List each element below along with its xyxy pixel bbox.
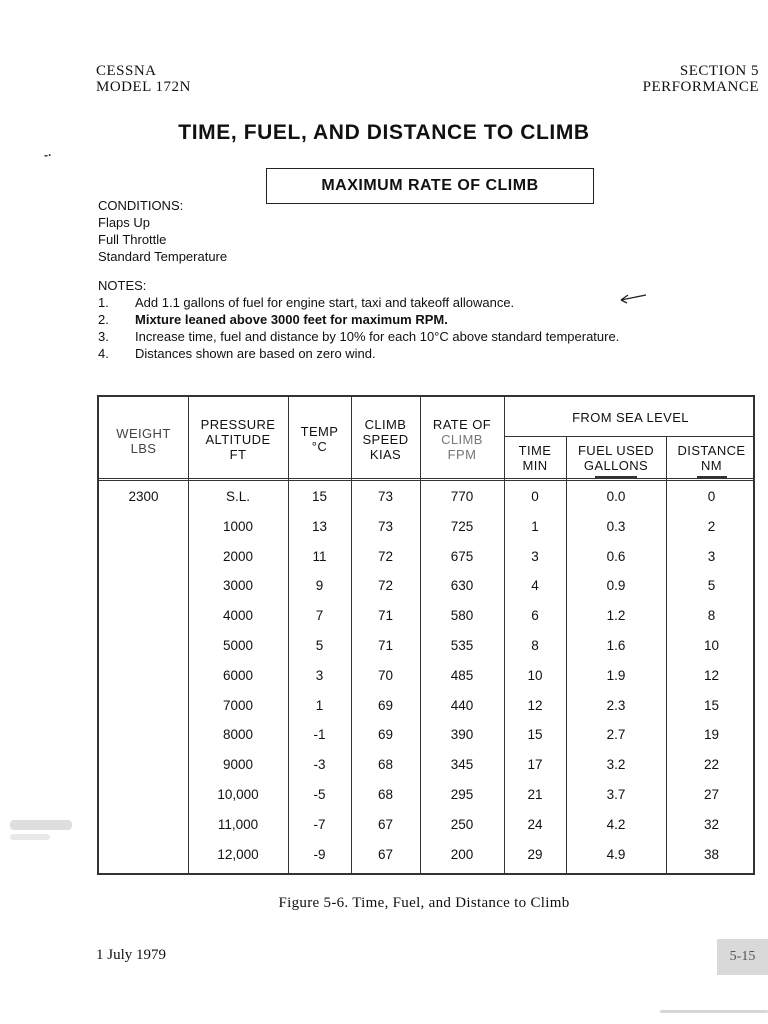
rate-of-climb-cell: 485 <box>450 667 474 683</box>
table-rule <box>99 478 753 479</box>
conditions-block <box>98 197 227 265</box>
note-text: Increase time, fuel and distance by 10% for each 10°C above standard temperature. <box>135 329 620 344</box>
fuel-used-cell: 3.2 <box>606 757 626 773</box>
temp-cell: 5 <box>315 638 324 653</box>
notes-block <box>98 277 619 362</box>
distance-cell: 12 <box>703 667 720 683</box>
distance-cell: 3 <box>707 548 716 564</box>
table-rule <box>504 436 753 437</box>
rate-of-climb-cell: 440 <box>450 697 474 713</box>
time-cell: 10 <box>527 667 543 683</box>
fuel-used-cell: 1.2 <box>606 608 626 624</box>
header-from-sea-level: FROM SEA LEVEL <box>572 410 689 425</box>
figure-caption: Figure 5-6. Time, Fuel, and Distance to Climb <box>278 895 570 911</box>
rate-of-climb-cell: 250 <box>450 816 474 832</box>
altitude-cell: 1000 <box>222 518 254 534</box>
margin-mark: -· <box>44 148 52 162</box>
note-text: Add 1.1 gallons of fuel for engine start, taxi and takeoff allowance. <box>135 295 515 310</box>
climb-speed-cell: 70 <box>377 667 394 683</box>
note-text: Mixture leaned above 3000 feet for maximum RPM. <box>135 312 448 327</box>
header-section: SECTION 5 <box>679 63 759 79</box>
scan-smudge <box>660 1010 768 1013</box>
fuel-used-cell: 1.6 <box>606 638 626 653</box>
time-cell: 24 <box>527 816 543 832</box>
climb-speed-cell: 68 <box>377 757 394 773</box>
fuel-used-cell: 0.6 <box>606 548 626 564</box>
distance-cell: 8 <box>707 608 716 624</box>
scan-smudge <box>10 834 50 840</box>
rate-of-climb-cell: 630 <box>450 578 474 594</box>
note-item <box>98 328 619 345</box>
rate-of-climb-cell: 295 <box>450 787 474 802</box>
climb-speed-cell: 69 <box>377 697 394 713</box>
header-underline <box>697 476 727 478</box>
table-rule <box>99 480 753 481</box>
altitude-cell: 4000 <box>222 608 254 624</box>
time-cell: 12 <box>527 697 543 713</box>
time-cell: 15 <box>527 727 543 743</box>
note-number: 1. <box>98 295 109 310</box>
temp-cell: -7 <box>313 816 326 832</box>
fuel-used-cell: 0.0 <box>606 489 626 504</box>
altitude-cell: 2000 <box>222 548 254 564</box>
altitude-cell: 5000 <box>222 638 254 653</box>
altitude-cell: 8000 <box>222 727 254 743</box>
page-title: TIME, FUEL, AND DISTANCE TO CLIMB <box>178 121 590 144</box>
header-time: TIME MIN <box>518 443 552 473</box>
time-cell: 0 <box>531 489 539 504</box>
temp-cell: 7 <box>315 608 324 624</box>
note-item <box>98 294 619 311</box>
condition-item: Standard Temperature <box>98 249 228 264</box>
temp-cell: -3 <box>313 757 326 773</box>
time-cell: 21 <box>527 787 543 802</box>
time-cell: 6 <box>531 608 539 624</box>
fuel-used-cell: 2.7 <box>606 727 626 743</box>
rate-of-climb-cell: 770 <box>450 489 474 504</box>
altitude-cell: 11,000 <box>217 816 259 832</box>
climb-speed-cell: 71 <box>377 638 394 653</box>
rate-of-climb-cell: 390 <box>450 727 474 743</box>
temp-cell: -1 <box>313 727 326 743</box>
climb-speed-cell: 68 <box>377 787 394 802</box>
scan-smudge <box>10 820 72 830</box>
notes-heading: NOTES: <box>98 278 147 293</box>
temp-cell: 3 <box>315 667 324 683</box>
note-number: 2. <box>98 312 109 327</box>
distance-cell: 15 <box>703 697 720 713</box>
temp-cell: 15 <box>311 489 328 504</box>
distance-cell: 19 <box>703 727 720 743</box>
time-cell: 8 <box>531 638 539 653</box>
distance-cell: 10 <box>703 638 720 653</box>
rate-of-climb-cell: 200 <box>450 846 474 862</box>
header-rate-of-climb: RATE OF CLIMB FPM <box>432 417 492 462</box>
distance-cell: 2 <box>707 518 716 534</box>
header-temp: TEMP °C <box>300 424 339 454</box>
climb-speed-cell: 72 <box>377 548 394 564</box>
note-text: Distances shown are based on zero wind. <box>135 346 376 361</box>
note-item <box>98 311 619 328</box>
temp-cell: 11 <box>312 548 327 564</box>
fuel-used-cell: 0.3 <box>606 518 626 534</box>
distance-cell: 5 <box>707 578 716 594</box>
header-manufacturer: CESSNA <box>96 63 157 79</box>
header-right <box>643 63 759 95</box>
temp-cell: 9 <box>315 578 324 594</box>
altitude-cell: 9000 <box>222 757 254 773</box>
note-item <box>98 345 619 362</box>
altitude-cell: 12,000 <box>217 846 259 862</box>
time-cell: 29 <box>527 846 543 862</box>
rate-of-climb-cell: 345 <box>450 757 474 773</box>
climb-speed-cell: 73 <box>377 489 394 504</box>
header-weight: WEIGHT LBS <box>116 426 171 456</box>
climb-speed-cell: 69 <box>377 727 394 743</box>
time-cell: 1 <box>531 518 539 534</box>
time-cell: 17 <box>527 757 543 773</box>
climb-speed-cell: 72 <box>377 578 394 594</box>
header-distance: DISTANCE NM <box>677 443 746 473</box>
rate-of-climb-cell: 580 <box>450 608 474 624</box>
fuel-used-cell: 0.9 <box>606 578 626 594</box>
climb-speed-cell: 73 <box>377 518 394 534</box>
header-underline <box>595 476 637 478</box>
conditions-heading: CONDITIONS: <box>98 198 184 213</box>
header-section-name: PERFORMANCE <box>642 79 759 95</box>
temp-cell: 1 <box>315 697 324 713</box>
temp-cell: -9 <box>313 846 326 862</box>
temp-cell: -5 <box>313 787 326 802</box>
distance-cell: 22 <box>703 757 720 773</box>
altitude-cell: 7000 <box>222 697 254 713</box>
distance-cell: 38 <box>703 846 720 862</box>
rate-of-climb-cell: 725 <box>450 518 474 534</box>
note-number: 4. <box>98 346 109 361</box>
time-cell: 3 <box>531 548 539 564</box>
condition-item: Full Throttle <box>98 232 167 247</box>
header-model: MODEL 172N <box>96 79 191 95</box>
performance-table <box>97 395 755 875</box>
distance-cell: 0 <box>707 489 716 504</box>
fuel-used-cell: 3.7 <box>606 787 626 802</box>
footer-date: 1 July 1979 <box>96 947 167 963</box>
condition-item: Flaps Up <box>98 215 151 230</box>
distance-cell: 27 <box>703 787 720 802</box>
climb-speed-cell: 67 <box>377 816 394 832</box>
note-number: 3. <box>98 329 109 344</box>
weight-value: 2300 <box>128 489 159 504</box>
rate-of-climb-cell: 675 <box>450 548 474 564</box>
altitude-cell: S.L. <box>225 489 250 504</box>
header-fuel-used: FUEL USED GALLONS <box>577 443 655 473</box>
handwritten-arrow-icon <box>620 292 648 304</box>
climb-speed-cell: 67 <box>377 846 394 862</box>
page-number: 5-15 <box>717 939 768 975</box>
temp-cell: 13 <box>311 518 328 534</box>
altitude-cell: 10,000 <box>217 787 259 802</box>
climb-speed-cell: 71 <box>377 608 394 624</box>
fuel-used-cell: 1.9 <box>606 667 626 683</box>
subtitle-box: MAXIMUM RATE OF CLIMB <box>266 168 594 204</box>
rate-of-climb-cell: 535 <box>450 638 474 653</box>
fuel-used-cell: 4.2 <box>606 816 626 832</box>
altitude-cell: 6000 <box>222 667 254 683</box>
time-cell: 4 <box>531 578 539 594</box>
header-left <box>96 63 191 95</box>
header-climb-speed: CLIMB SPEED KIAS <box>362 417 409 462</box>
fuel-used-cell: 4.9 <box>606 846 626 862</box>
header-pressure-altitude: PRESSURE ALTITUDE FT <box>200 417 276 462</box>
distance-cell: 32 <box>703 816 720 832</box>
fuel-used-cell: 2.3 <box>606 697 626 713</box>
altitude-cell: 3000 <box>222 578 254 594</box>
